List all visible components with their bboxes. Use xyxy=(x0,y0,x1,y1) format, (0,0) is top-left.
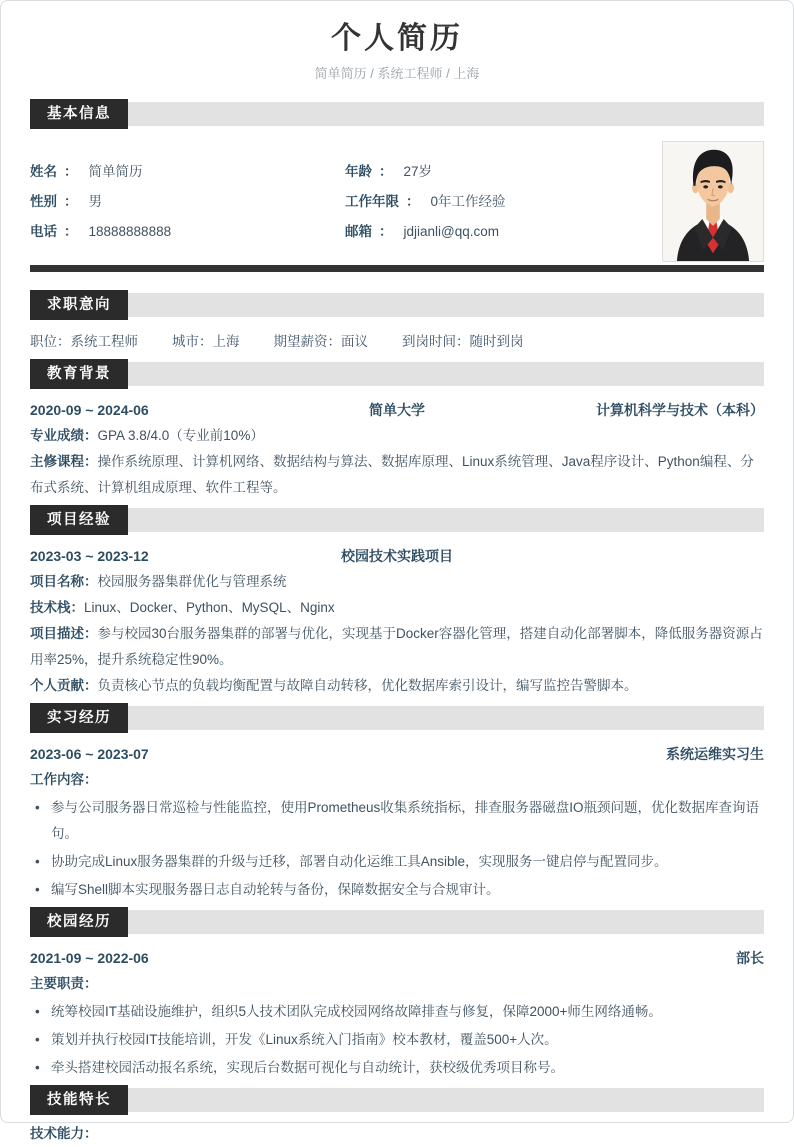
field-experience-years xyxy=(345,190,665,210)
field-colon: ： xyxy=(64,194,78,209)
intent-item-salary xyxy=(274,329,369,355)
campus-bullet-list xyxy=(30,999,764,1081)
bullet-text: 参与公司服务器日常巡检与性能监控，使用Prometheus收集系统指标，排查服务器磁盘IO瓶颈问题，优化数据库查询语句。 xyxy=(51,800,760,841)
field-name xyxy=(30,160,345,180)
education-degree: 计算机科学与技术（本科） xyxy=(596,402,765,418)
intent-item-position xyxy=(30,329,138,355)
project-period: 2023-03 ~ 2023-12 xyxy=(30,548,149,564)
education-courses-row xyxy=(30,449,764,501)
row-label: 技术栈： xyxy=(30,600,84,615)
basic-info-grid xyxy=(30,155,764,245)
field-colon: ： xyxy=(406,194,420,209)
section-badge: 基本信息 xyxy=(30,99,128,129)
section-bar-track xyxy=(30,706,764,730)
intent-value: 随时到岗 xyxy=(469,334,524,349)
section-badge: 校园经历 xyxy=(30,907,128,937)
section-header-job-intent xyxy=(30,290,764,320)
field-colon: ： xyxy=(379,164,393,179)
education-school: 简单大学 xyxy=(369,402,425,418)
list-item xyxy=(30,1055,764,1081)
section-bar-track xyxy=(30,910,764,934)
field-label: 电话 xyxy=(30,224,57,239)
row-label: 项目描述： xyxy=(30,626,98,641)
intent-label: 职位： xyxy=(30,334,71,349)
education-meta-row xyxy=(30,397,764,423)
bullet-text: 牵头搭建校园活动报名系统，实现后台数据可视化与自动统计，获校级优秀项目称号。 xyxy=(51,1060,564,1075)
internship-role: 系统运维实习生 xyxy=(666,746,764,762)
section-bar-track xyxy=(30,293,764,317)
bullet-text: 统筹校园IT基础设施维护，组织5人技术团队完成校园网络故障排查与修复，保障2000+师生网络通畅。 xyxy=(51,1004,662,1019)
field-value: 0年工作经验 xyxy=(430,194,506,209)
project-name-row xyxy=(30,569,764,595)
internship-subheading: 工作内容： xyxy=(30,772,98,787)
intent-label: 到岗时间： xyxy=(402,334,470,349)
project-description-row xyxy=(30,621,764,673)
list-item xyxy=(30,849,764,875)
row-text: 校园服务器集群优化与管理系统 xyxy=(97,574,287,589)
field-label: 姓名 xyxy=(30,164,57,179)
campus-meta-row xyxy=(30,945,764,971)
row-text: 参与校园30台服务器集群的部署与优化，实现基于Docker容器化管理，搭建自动化部署脚本，降低服务器资源占用率25%，提升系统稳定性90%。 xyxy=(30,626,763,667)
section-header-education xyxy=(30,359,764,389)
field-label: 性别 xyxy=(30,194,57,209)
bullet-icon: • xyxy=(35,1032,40,1047)
internship-period: 2023-06 ~ 2023-07 xyxy=(30,746,149,762)
section-header-skills xyxy=(30,1085,764,1115)
intent-value: 上海 xyxy=(212,334,240,349)
page-title: 个人简历 xyxy=(331,22,463,55)
field-value: 27岁 xyxy=(403,164,433,179)
intent-label: 城市： xyxy=(172,334,213,349)
row-text: Linux、Docker、Python、MySQL、Nginx xyxy=(84,600,335,615)
intent-item-availability xyxy=(402,329,524,355)
row-label: 个人贡献： xyxy=(30,678,98,693)
bullet-icon: • xyxy=(35,882,40,897)
field-value: jdjianli@qq.com xyxy=(403,224,499,239)
skills-subheading: 技术能力： xyxy=(30,1126,98,1141)
section-bar-track xyxy=(30,362,764,386)
list-item xyxy=(30,999,764,1025)
field-value: 简单简历 xyxy=(88,164,143,179)
section-header-project xyxy=(30,505,764,535)
internship-meta-row xyxy=(30,741,764,767)
bullet-icon: • xyxy=(35,854,40,869)
field-value: 18888888888 xyxy=(88,224,172,239)
campus-period: 2021-09 ~ 2022-06 xyxy=(30,950,149,966)
field-phone xyxy=(30,220,345,240)
row-label: 主修课程： xyxy=(30,454,98,469)
internship-bullet-list xyxy=(30,795,764,903)
row-text: 操作系统原理、计算机网络、数据结构与算法、数据库原理、Linux系统管理、Java程序设计、Python编程、分布式系统、计算机组成原理、软件工程等。 xyxy=(30,454,754,495)
row-text: 负责核心节点的负载均衡配置与故障自动转移，优化数据库索引设计，编写监控告警脚本。 xyxy=(97,678,638,693)
bullet-icon: • xyxy=(35,1004,40,1019)
intent-value: 面议 xyxy=(341,334,368,349)
field-colon: ： xyxy=(379,224,393,239)
row-label: 项目名称： xyxy=(30,574,98,589)
project-meta-row xyxy=(30,543,764,569)
project-meta-spacer xyxy=(519,543,764,569)
education-gpa-row xyxy=(30,423,764,449)
field-gender xyxy=(30,190,345,210)
row-text: GPA 3.8/4.0（专业前10%） xyxy=(97,428,264,443)
row-label: 专业成绩： xyxy=(30,428,98,443)
section-bar-track xyxy=(30,102,764,126)
section-header-campus xyxy=(30,907,764,937)
job-intent-row xyxy=(30,329,764,355)
field-age xyxy=(345,160,665,180)
section-divider xyxy=(30,265,764,272)
list-item xyxy=(30,1027,764,1053)
field-email xyxy=(345,220,665,240)
section-badge: 求职意向 xyxy=(30,290,128,320)
bullet-text: 协助完成Linux服务器集群的升级与迁移，部署自动化运维工具Ansible，实现服务一键启停与配置同步。 xyxy=(51,854,668,869)
section-bar-track xyxy=(30,1088,764,1112)
intent-item-city xyxy=(172,329,240,355)
list-item xyxy=(30,795,764,847)
project-contribution-row xyxy=(30,673,764,699)
page-subtitle: 简单简历 / 系统工程师 / 上海 xyxy=(314,66,480,81)
profile-photo-illustration xyxy=(663,142,763,261)
section-basic-info xyxy=(30,155,764,245)
field-colon: ： xyxy=(64,224,78,239)
field-label: 年龄 xyxy=(345,164,372,179)
project-title: 校园技术实践项目 xyxy=(341,548,453,564)
section-header-basic-info xyxy=(30,99,764,129)
section-badge: 实习经历 xyxy=(30,703,128,733)
section-badge: 技能特长 xyxy=(30,1085,128,1115)
campus-role: 部长 xyxy=(736,950,764,966)
list-item xyxy=(30,877,764,903)
section-header-internship xyxy=(30,703,764,733)
field-colon: ： xyxy=(64,164,78,179)
bullet-text: 策划并执行校园IT技能培训，开发《Linux系统入门指南》校本教材，覆盖500+人次。 xyxy=(51,1032,558,1047)
bullet-icon: • xyxy=(35,800,40,815)
project-stack-row xyxy=(30,595,764,621)
campus-subheading: 主要职责： xyxy=(30,976,98,991)
intent-value: 系统工程师 xyxy=(70,334,138,349)
intent-label: 期望薪资： xyxy=(273,334,341,349)
field-label: 邮箱 xyxy=(345,224,372,239)
bullet-text: 编写Shell脚本实现服务器日志自动轮转与备份，保障数据安全与合规审计。 xyxy=(51,882,500,897)
bullet-icon: • xyxy=(35,1060,40,1075)
profile-photo xyxy=(662,141,764,262)
section-badge: 教育背景 xyxy=(30,359,128,389)
section-bar-track xyxy=(30,508,764,532)
field-label: 工作年限 xyxy=(345,194,399,209)
field-value: 男 xyxy=(88,194,102,209)
education-period: 2020-09 ~ 2024-06 xyxy=(30,402,149,418)
section-badge: 项目经验 xyxy=(30,505,128,535)
